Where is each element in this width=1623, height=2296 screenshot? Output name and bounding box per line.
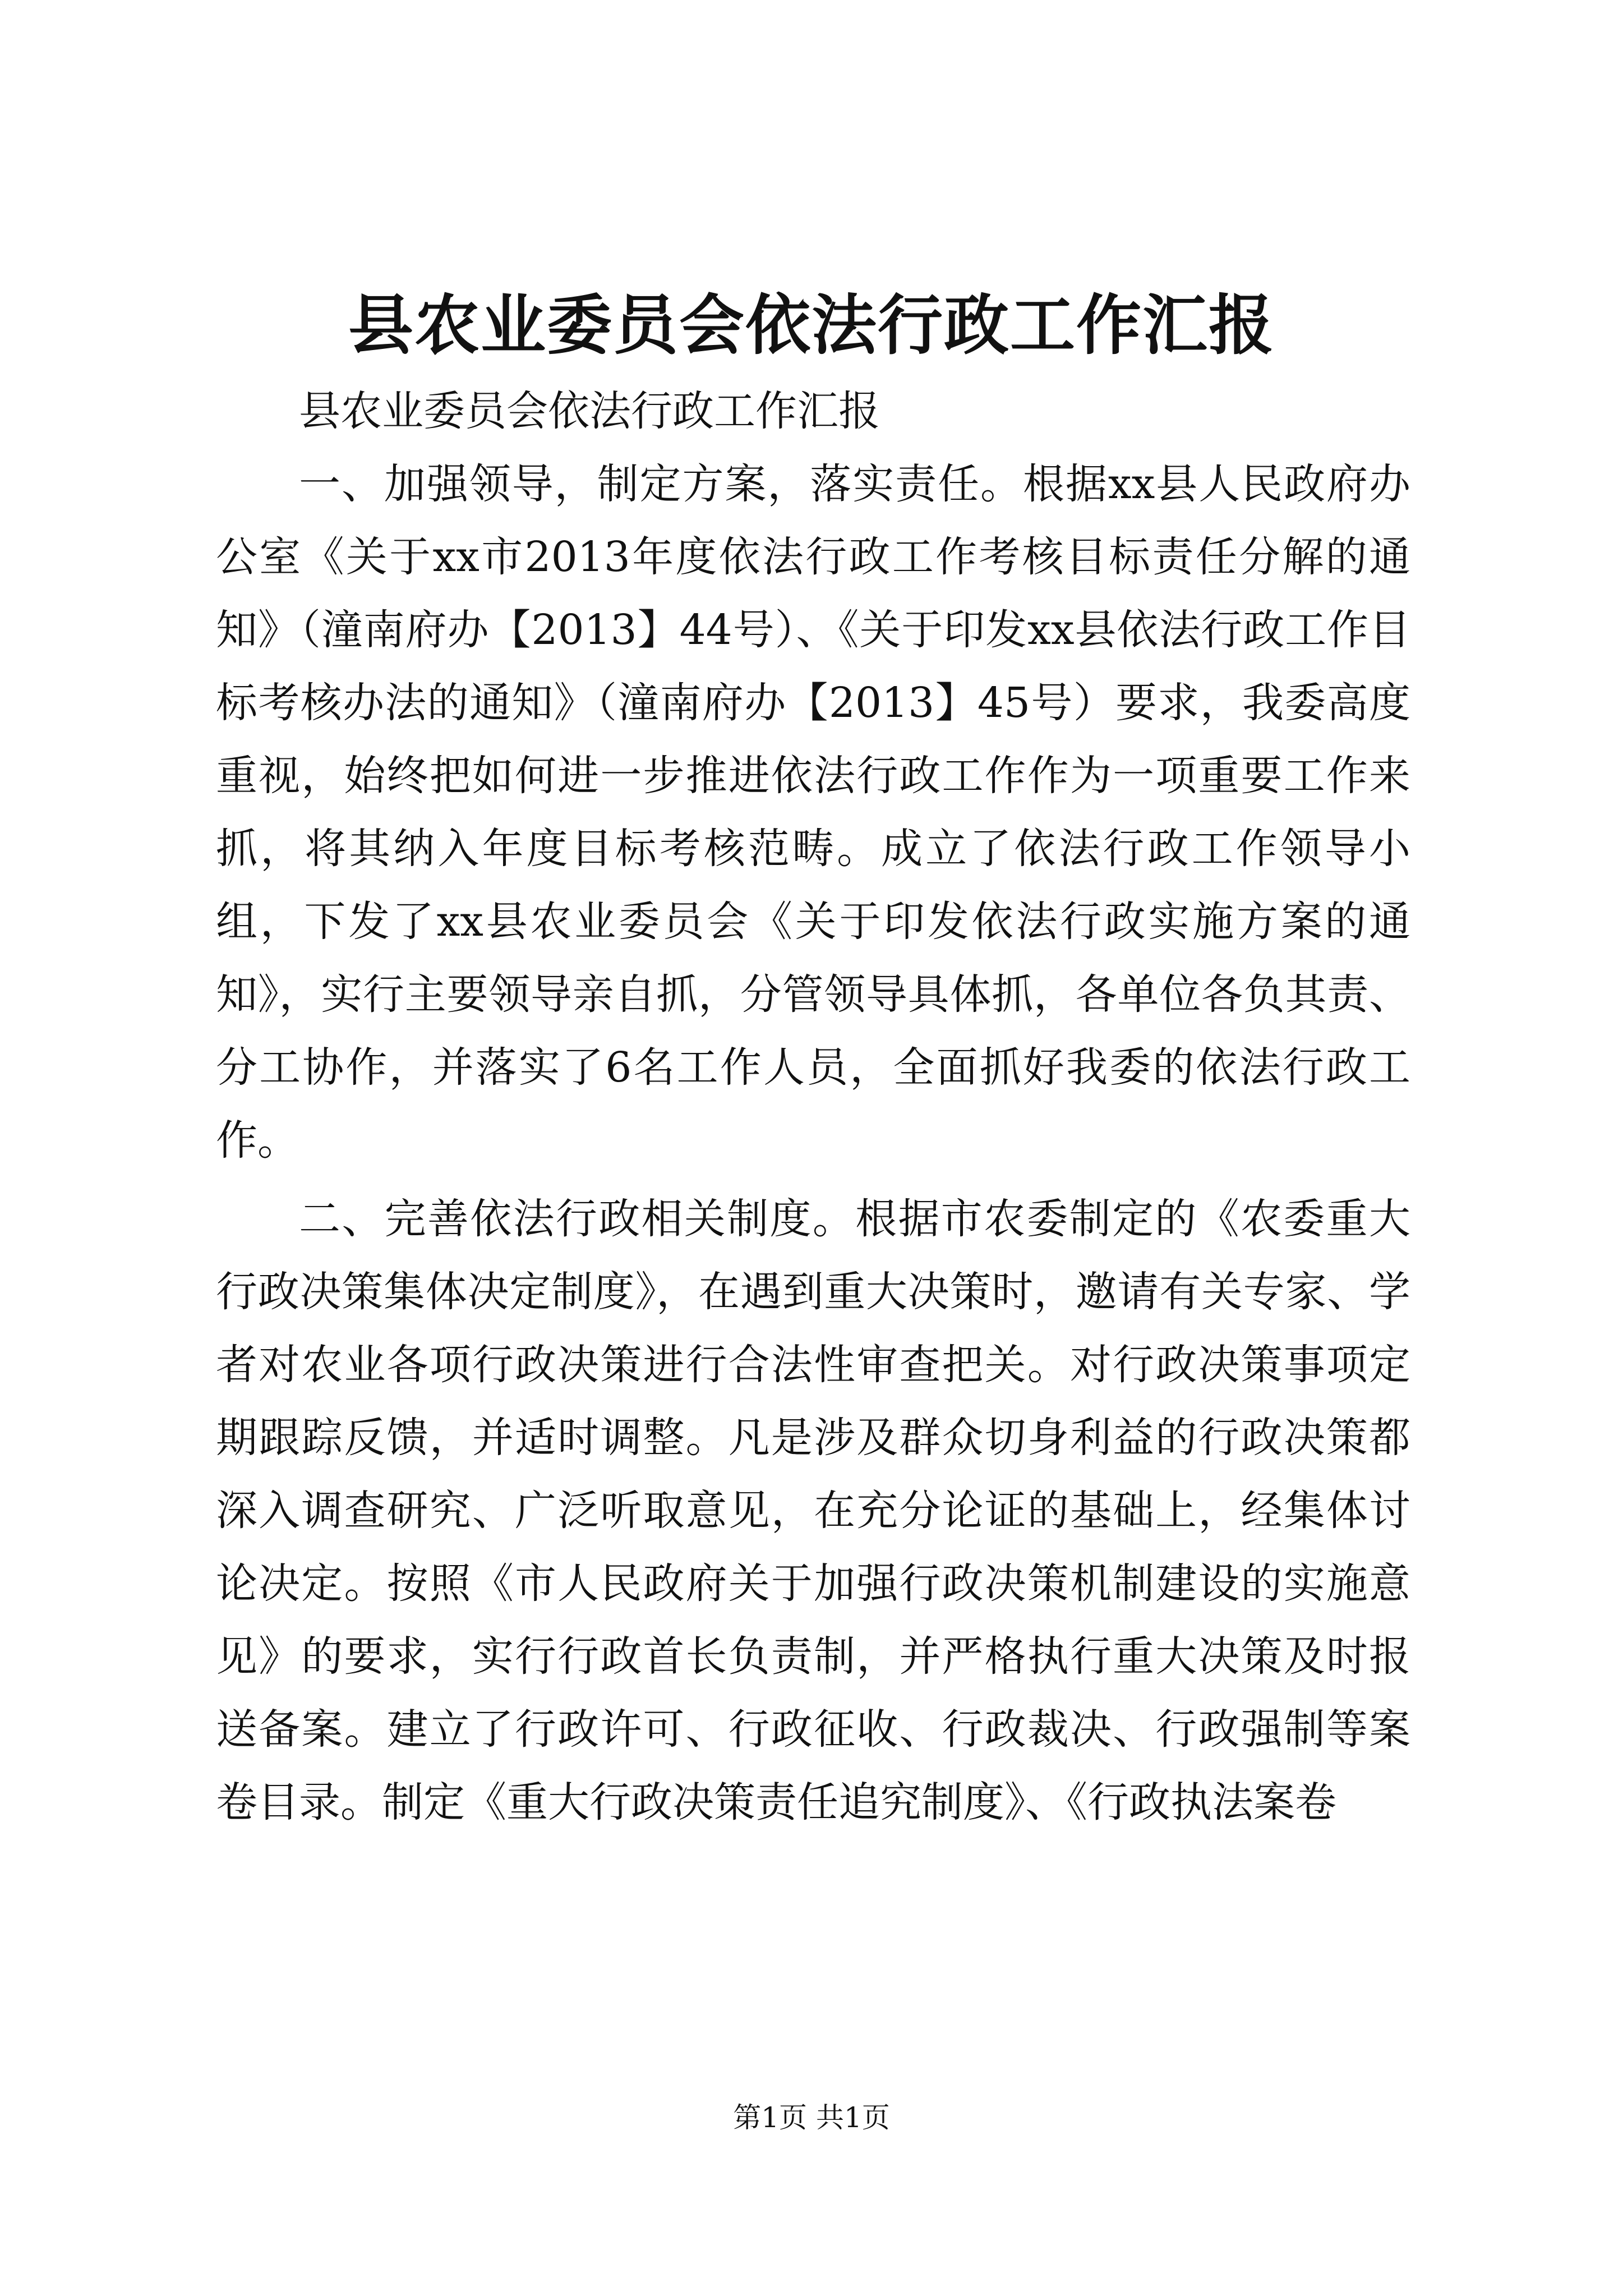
paragraph-section-1: 一、加强领导，制定方案，落实责任。根据xx县人民政府办公室《关于xx市2013年度依法行政工作考核目标责任分解的通知》（潼南府办【2013】44号）、《关于印发xx县依法行政工作目标考核办法的通知》（潼南府办【2013】45号）要求，我委高度重视，始终把如何进一步推进依法行政工作作为一项重要工作来抓，将其纳入年度目标考核范畴。成立了依法行政工作领导小组，下发了xx县农业委员会《关于印发依法行政实施方案的通知》，实行主要领导亲自抓，分管领导具体抓，各单位各负其责、分工协作，并落实了6名工作人员，全面抓好我委的依法行政工作。 bbox=[216, 460, 1410, 1165]
document-title: 县农业委员会依法行政工作汇报 bbox=[348, 287, 1275, 364]
page-footer: 第1页 共1页 bbox=[733, 2101, 890, 2134]
document-body bbox=[216, 375, 1410, 1839]
document-subtitle: 县农业委员会依法行政工作汇报 bbox=[299, 387, 880, 435]
paragraph-section-2: 二、完善依法行政相关制度。根据市农委制定的《农委重大行政决策集体决定制度》，在遇到重大决策时，邀请有关专家、学者对农业各项行政决策进行合法性审查把关。对行政决策事项定期跟踪反馈，并适时调整。凡是涉及群众切身利益的行政决策都深入调查研究、广泛听取意见，在充分论证的基础上，经集体讨论决定。按照《市人民政府关于加强行政决策机制建设的实施意见》的要求，实行行政首长负责制，并严格执行重大决策及时报送备案。建立了行政许可、行政征收、行政裁决、行政强制等案卷目录。制定《重大行政决策责任追究制度》、《行政执法案卷 bbox=[216, 1195, 1410, 1826]
